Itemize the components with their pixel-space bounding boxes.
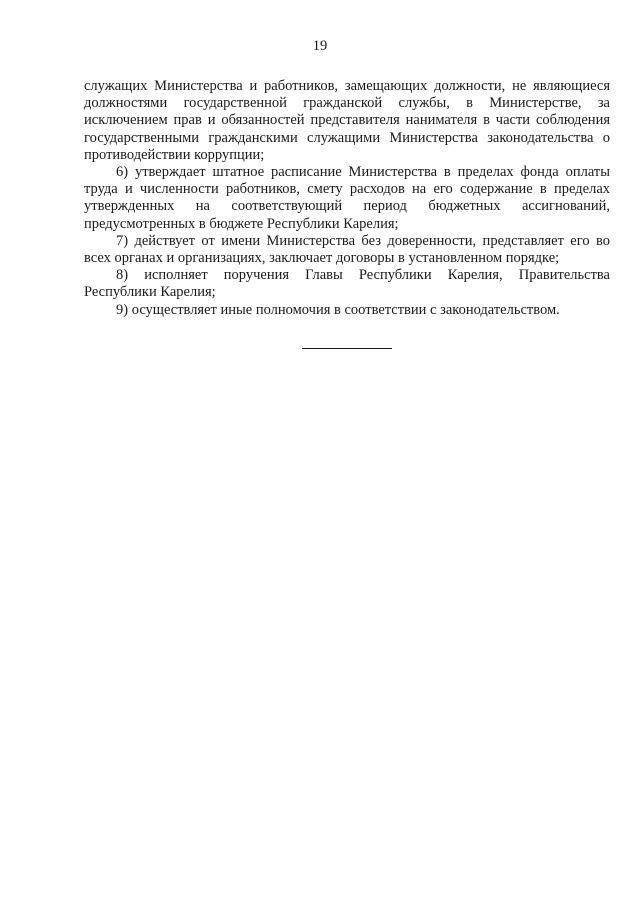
end-separator-line bbox=[302, 348, 392, 349]
paragraph-continuation: служащих Министерства и работников, замещающих должности, не являющиеся должностями государственной гражданской службы, в Министерстве, за исключением прав и обязанностей представителя нанимателя в части соблюдения государственными гражданскими служащими Министерства законодательства о противодействии коррупции; bbox=[84, 78, 610, 163]
paragraph-item-6: 6) утверждает штатное расписание Министерства в пределах фонда оплаты труда и численности работников, смету расходов на его содержание в пределах утвержденных на соответствующий период бюджетных ассигнований, предусмотренных в бюджете Республики Карелия; bbox=[84, 164, 610, 232]
document-body bbox=[84, 78, 610, 319]
paragraph-item-8: 8) исполняет поручения Главы Республики Карелия, Правительства Республики Карелия; bbox=[84, 267, 610, 301]
paragraph-item-9: 9) осуществляет иные полномочия в соответствии с законодательством. bbox=[116, 301, 560, 318]
paragraph-item-7: 7) действует от имени Министерства без доверенности, представляет его во всех органах и организациях, заключает договоры в установленном порядке; bbox=[84, 232, 610, 267]
page-number: 19 bbox=[312, 38, 328, 54]
